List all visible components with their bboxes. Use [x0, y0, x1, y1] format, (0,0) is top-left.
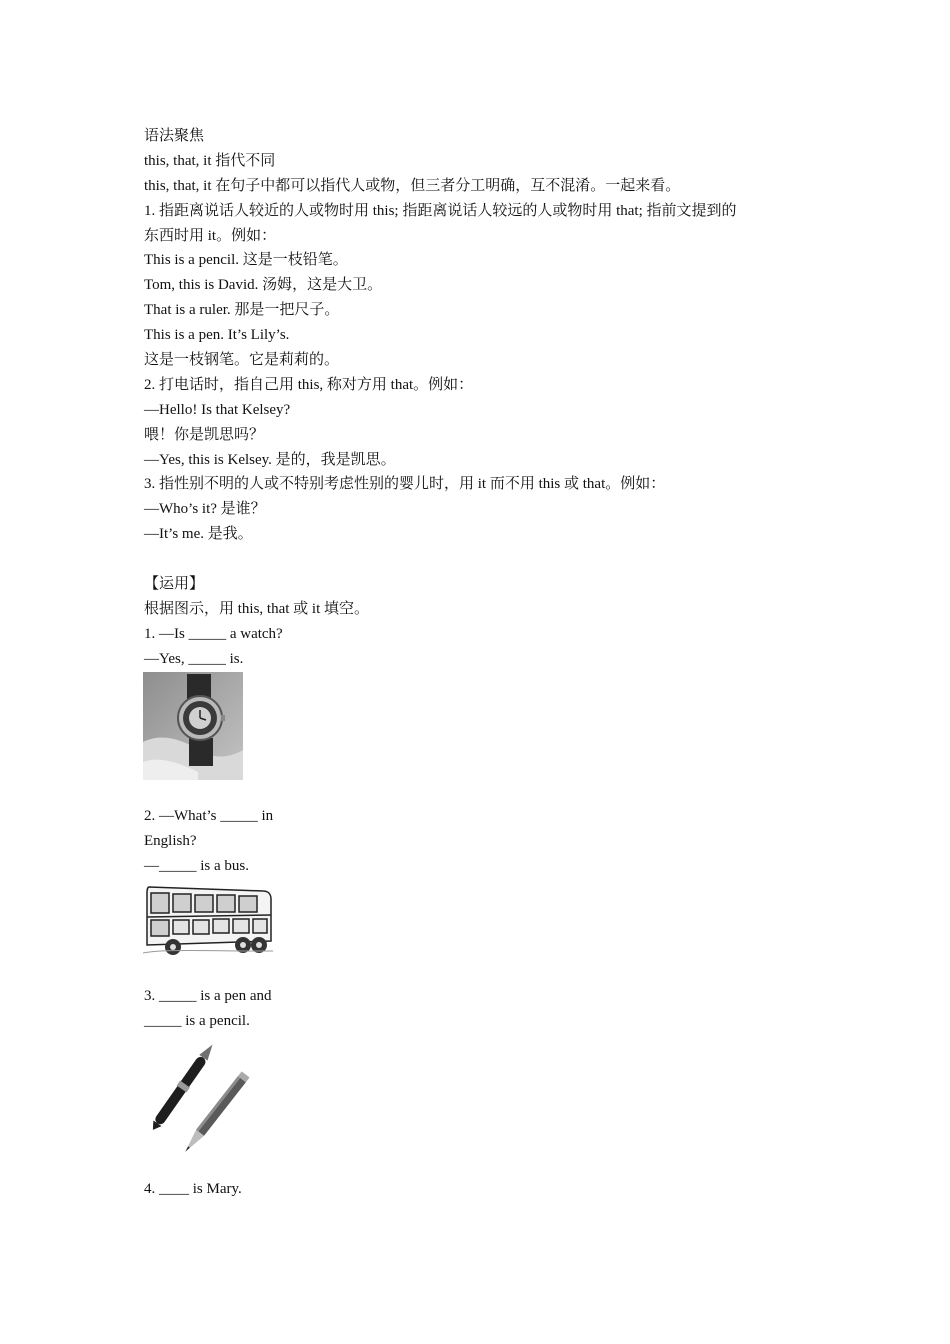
spacer — [144, 959, 824, 984]
rule3-text: 3. 指性别不明的人或不特别考虑性别的婴儿时，用 it 而不用 this 或 that。例如： — [144, 476, 666, 493]
practice-instruction: 根据图示，用 this, that 或 it 填空。 — [144, 600, 370, 617]
spacer — [144, 780, 824, 805]
question-2-line1: 2. —What’s _____ in — [144, 808, 274, 825]
rule1-example: Tom, this is David. 汤姆，这是大卫。 — [144, 277, 383, 294]
bus-image — [143, 879, 275, 959]
rule1-text: 1. 指距离说话人较近的人或物时用 this; 指距离说话人较远的人或物时用 that; 指前文提到的 — [144, 202, 737, 219]
rule2-example: —Hello! Is that Kelsey? — [144, 401, 291, 418]
rule1-example: That is a ruler. 那是一把尺子。 — [144, 302, 340, 319]
rule1-example: This is a pencil. 这是一枝铅笔。 — [144, 252, 348, 269]
rule3-example: —It’s me. 是我。 — [144, 526, 253, 543]
intro-text: this, that, it 在句子中都可以指代人或物，但三者分工明确，互不混淆。一起来看。 — [144, 177, 681, 194]
rule2-example: —Yes, this is Kelsey. 是的，我是凯思。 — [144, 451, 396, 468]
rule1-text-cont: 东西时用 it。例如： — [144, 227, 277, 244]
practice-title: 【运用】 — [144, 576, 205, 593]
heading: 语法聚焦 — [144, 128, 205, 144]
spacer — [144, 1152, 824, 1177]
rule1-example: 这是一枝钢笔。它是莉莉的。 — [144, 352, 340, 369]
rule2-example: 喂！你是凯思吗？ — [144, 426, 265, 443]
question-1-line2: —Yes, _____ is. — [144, 650, 244, 667]
spacer — [144, 547, 824, 572]
question-4-line1: 4. ____ is Mary. — [144, 1180, 242, 1197]
question-2-line2: English? — [144, 833, 197, 850]
rule1-example: This is a pen. It’s Lily’s. — [144, 327, 290, 344]
pen-and-pencil-image — [143, 1034, 263, 1152]
question-1-line1: 1. —Is _____ a watch? — [144, 625, 283, 642]
rule3-example: —Who’s it? 是谁？ — [144, 501, 266, 518]
question-3-line2: _____ is a pencil. — [144, 1012, 250, 1029]
subheading: this, that, it 指代不同 — [144, 152, 276, 169]
question-3-line1: 3. _____ is a pen and — [144, 988, 272, 1005]
question-2-line3: —_____ is a bus. — [144, 858, 249, 875]
document-page — [144, 124, 824, 1202]
rule2-text: 2. 打电话时，指自己用 this, 称对方用 that。例如： — [144, 376, 474, 393]
watch-image — [143, 672, 243, 780]
